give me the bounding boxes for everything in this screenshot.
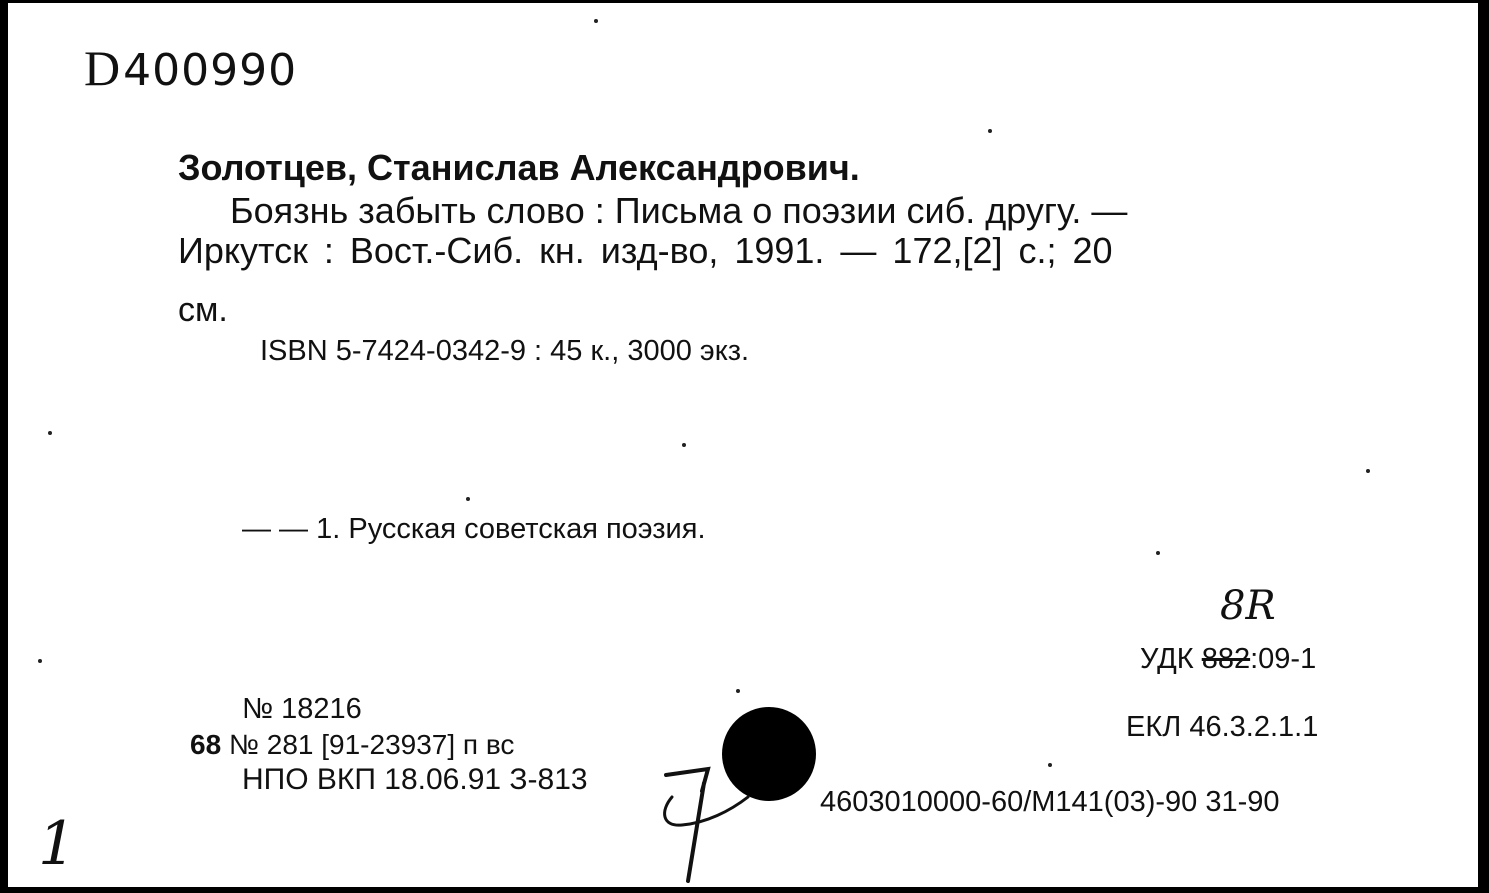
handwritten-mark bbox=[648, 751, 758, 887]
imprint: Иркутск : Вост.-Сиб. кн. изд-во, 1991. — 172,[2] с.; 20 bbox=[178, 230, 1113, 271]
udk-handwritten-correction: 8R bbox=[1220, 583, 1276, 629]
udk-line bbox=[1140, 643, 1316, 676]
speck bbox=[466, 497, 470, 501]
record-line-2 bbox=[190, 729, 514, 761]
speck bbox=[1366, 469, 1370, 473]
speck bbox=[594, 19, 598, 23]
speck bbox=[1048, 763, 1052, 767]
catalog-number bbox=[84, 39, 297, 97]
record-line-2-text: № 281 [91-23937] п вс bbox=[228, 729, 515, 760]
udk-label: УДК bbox=[1140, 643, 1194, 675]
speck bbox=[736, 689, 740, 693]
isbn-line: ISBN 5-7424-0342-9 : 45 к., 3000 экз. bbox=[260, 335, 750, 367]
udk-struck-value: 882 bbox=[1201, 643, 1251, 675]
book-title: Боязнь забыть слово : Письма о поэзии сиб. другу. — bbox=[230, 190, 1128, 231]
subject-heading: — — 1. Русская советская поэзия. bbox=[242, 513, 706, 545]
record-line-3: НПО ВКП 18.06.91 З-813 bbox=[242, 763, 588, 796]
ekl-line: ЕКЛ 46.3.2.1.1 bbox=[1126, 711, 1319, 743]
speck bbox=[682, 443, 686, 447]
size-unit: см. bbox=[178, 291, 228, 329]
record-line-1: № 18216 bbox=[242, 693, 362, 725]
udk-rest: :09-1 bbox=[1250, 643, 1317, 675]
speck bbox=[48, 431, 52, 435]
speck bbox=[988, 129, 992, 133]
publishing-code: 4603010000-60/М141(03)-90 31-90 bbox=[820, 786, 1280, 818]
catalog-number-value: 400990 bbox=[123, 45, 298, 96]
catalog-card bbox=[8, 3, 1478, 887]
author-heading: Золотцев, Станислав Александрович. bbox=[178, 147, 860, 188]
speck bbox=[1156, 551, 1160, 555]
catalog-letter: D bbox=[84, 40, 122, 96]
speck bbox=[38, 659, 42, 663]
record-prefix: 68 bbox=[190, 729, 222, 760]
handwritten-card-number: 1 bbox=[38, 809, 77, 879]
